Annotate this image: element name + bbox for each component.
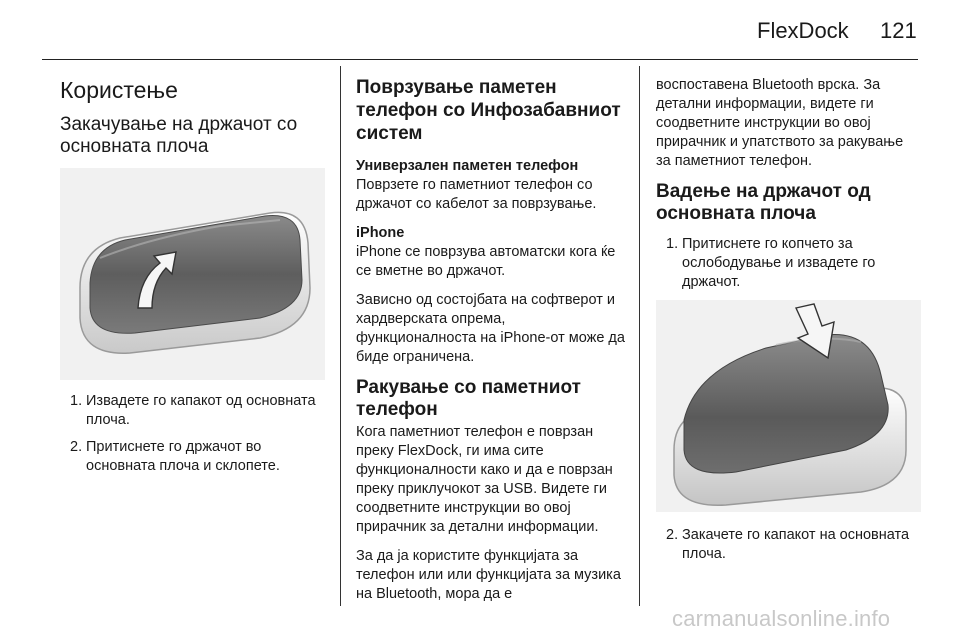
- paragraph-universal: Поврзете го паметниот телефон со држачот со кабелот за поврзување.: [356, 177, 597, 212]
- step-number: 2.: [70, 439, 83, 455]
- column-divider-2: [639, 66, 640, 606]
- column-3: [656, 76, 921, 572]
- step-text: Закачете го капакот на основната плоча.: [682, 527, 910, 562]
- header-rule: [42, 59, 918, 60]
- list-item: [656, 235, 921, 292]
- paragraph-iphone-limits: Зависно од состојбата на софтверот и хардверската опрема, функционалноста на iPhone-от може да биде ограничена.: [356, 292, 625, 365]
- heading-connect-phone: Поврзување паметен телефон со Инфозабавниот систем: [356, 77, 621, 144]
- step-number: 1.: [666, 236, 679, 252]
- subheading-universal-phone: Универзален паметен телефон: [356, 158, 579, 174]
- heading-handling-phone: Ракување со паметниот телефон: [356, 377, 581, 420]
- paragraph-iphone: iPhone се поврзува автоматски кога ќе се вметне во држачот.: [356, 244, 616, 279]
- column-divider-1: [340, 66, 341, 606]
- paragraph-bluetooth-cont: воспоставена Bluetooth врска. За детални информации, видете ги соодветните инструкции во овој прирачник и упатството за ракување за паметниот телефон.: [656, 77, 904, 169]
- watermark: carmanualsonline.info: [672, 606, 891, 631]
- list-item: [60, 392, 325, 430]
- heading-remove-holder: Вадење на држачот од основната плоча: [656, 181, 871, 224]
- illustration-release-holder: [656, 300, 921, 512]
- section-heading-usage: Користење: [60, 77, 178, 103]
- remove-steps-continued: [656, 526, 921, 564]
- list-item: [60, 438, 325, 476]
- section-title: FlexDock: [757, 18, 849, 43]
- illustration-base-plate-cover: [60, 168, 325, 380]
- attach-steps: [60, 392, 325, 476]
- paragraph-bluetooth: За да ја користите функцијата за телефон или или функцијата за музика на Bluetooth, мора да е: [356, 548, 621, 602]
- step-text: Извадете го капакот од основната плоча.: [86, 393, 316, 428]
- step-text: Притиснете го копчето за ослободување и извадете го држачот.: [682, 236, 876, 290]
- subheading-iphone: iPhone: [356, 225, 405, 241]
- step-number: 2.: [666, 527, 679, 543]
- step-text: Притиснете го држачот во основната плоча и склопете.: [86, 439, 280, 474]
- step-number: 1.: [70, 393, 83, 409]
- subheading-attach-holder: Закачување на држачот со основната плоча: [60, 114, 298, 157]
- remove-steps: [656, 235, 921, 292]
- column-2: [356, 76, 626, 614]
- paragraph-handling: Кога паметниот телефон е поврзан преку FlexDock, ги има сите функционалности како и да е поврзан преку приклучокот за USB. Видете ги соодветните инструкции во овој прирачник за детални информации.: [356, 424, 613, 535]
- column-1: [60, 66, 325, 484]
- page-number: 121: [880, 18, 917, 43]
- list-item: [656, 526, 921, 564]
- page-header: [0, 0, 960, 62]
